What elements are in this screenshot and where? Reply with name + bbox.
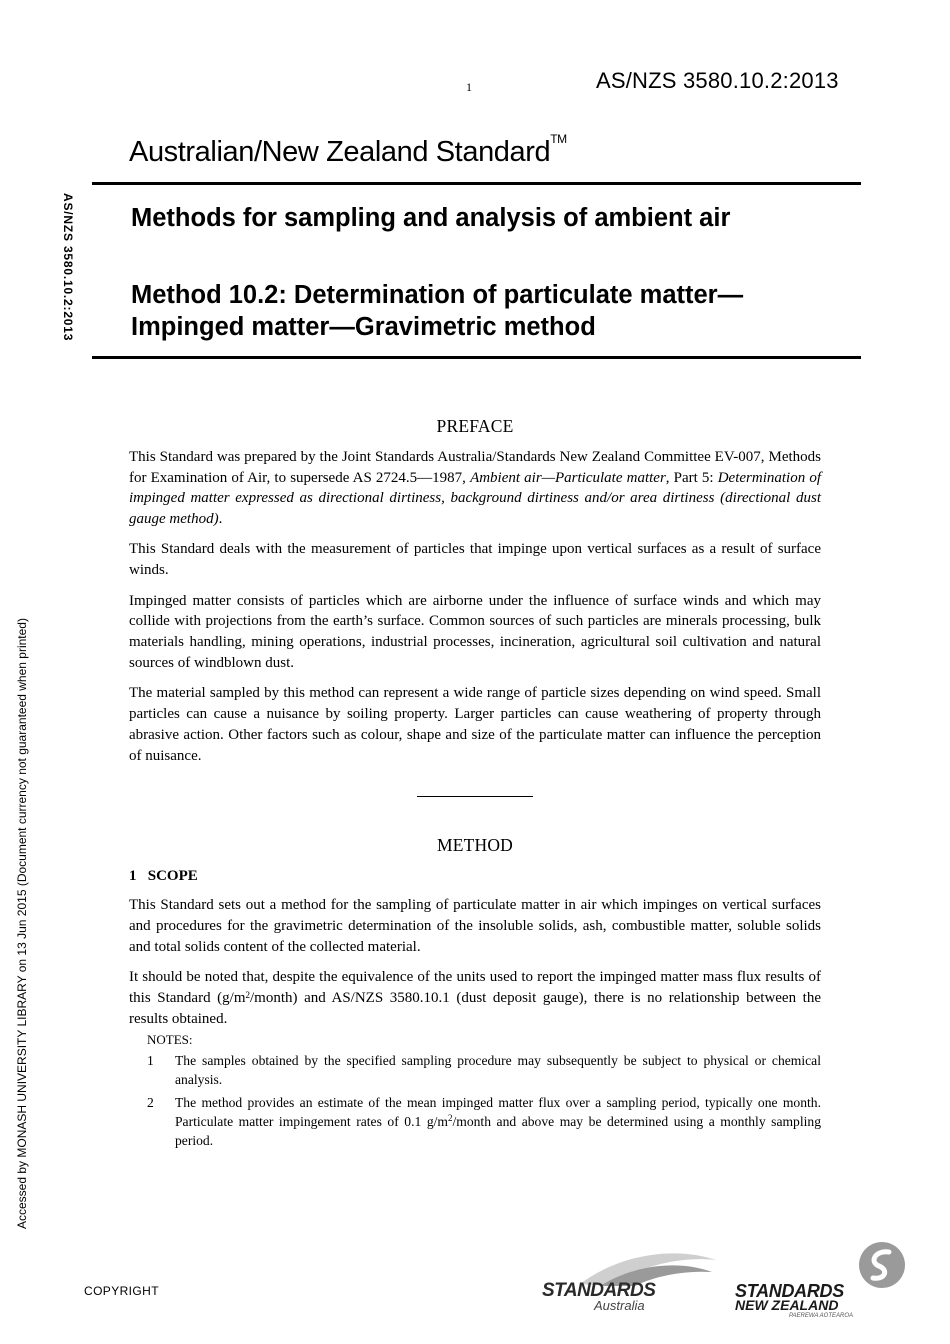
scope-p2-superscript: 2 (245, 989, 250, 1000)
preface-paragraph-1 (129, 447, 821, 530)
note-text (175, 1051, 821, 1089)
title-bottom-rule (92, 356, 861, 359)
standards-australia-subtext: Australia (594, 1298, 645, 1313)
document-title: Methods for sampling and analysis of ambient air (131, 204, 731, 232)
note-2-text: The method provides an estimate of the mean impinged matter flux over a sampling period, typically one month. Particulate matter impingement rates of 0.1 g/m (175, 1095, 821, 1130)
standards-nz-wordmark-line1: STANDARDS (735, 1281, 844, 1301)
section-divider (417, 796, 533, 797)
standards-new-zealand-logo (735, 1240, 910, 1320)
standard-type-text: Australian/New Zealand Standard (129, 136, 551, 168)
scope-p2-text: It should be noted that, despite the equivalence of the units used to report the impinged matter mass flux results of this Standard (g/m (129, 968, 821, 1006)
scope-p2-text-end: /month) and AS/NZS 3580.10.1 (dust deposit gauge), there is no relationship between the results obtained. (129, 989, 822, 1027)
standards-nz-subtext: PAEREWA AOTEAROA (789, 1313, 854, 1319)
standards-australia-wordmark: STANDARDS (542, 1280, 656, 1301)
copyright-label: COPYRIGHT (84, 1284, 159, 1298)
top-rule (92, 182, 861, 185)
note-item (147, 1051, 821, 1089)
spine-standard-code: AS/NZS 3580.10.2:2013 (61, 193, 75, 342)
scope-paragraph-2 (129, 967, 821, 1029)
scope-heading (129, 866, 821, 887)
access-watermark-text: Accessed by MONASH UNIVERSITY LIBRARY on 13 Jun 2015 (Document currency not guaranteed when printed) (15, 618, 29, 1230)
note-1-text: The samples obtained by the specified sampling procedure may subsequently be subject to physical or chemical analysis. (175, 1053, 821, 1088)
page-number: 1 (466, 80, 472, 94)
standards-nz-wordmark-line2: NEW ZEALAND (735, 1297, 839, 1313)
note-text (175, 1093, 821, 1150)
preface-p1-part-title: Determination of impinged matter expressed as directional dirtiness, background dirtiness and/or area dirtiness (directional dust gauge method) (129, 469, 821, 528)
preface-p1-text: This Standard was prepared by the Joint Standards Australia/Standards New Zealand Committee EV-007, Methods for Examination of Air, to supersede AS 2724.5—1987, (129, 448, 821, 486)
scope-title: SCOPE (147, 868, 198, 885)
note-number: 2 (147, 1095, 154, 1111)
scope-number: 1 (129, 868, 137, 885)
preface-p1-cited-title: Ambient air—Particulate matter (470, 469, 666, 486)
notes-title: NOTES: (147, 1032, 193, 1048)
note-2-superscript: 2 (447, 1113, 453, 1124)
standard-code: AS/NZS 3580.10.2:2013 (596, 68, 839, 93)
note-item (147, 1093, 821, 1150)
method-heading: METHOD (436, 835, 514, 856)
standard-type-heading (129, 132, 567, 169)
document-subtitle: Method 10.2: Determination of particulate matter—Impinged matter—Gravimetric method (131, 281, 744, 341)
note-number: 1 (147, 1053, 154, 1069)
preface-heading: PREFACE (436, 416, 514, 436)
access-watermark (15, 596, 29, 1252)
standards-australia-logo (540, 1246, 720, 1316)
preface-paragraph-4: The material sampled by this method can represent a wide range of particle sizes depending on wind speed. Small particles can cause a nuisance by soiling property. Larger particles can cause weathering of property through abrasive action. Other factors such as colour, shape and size of the particulate matter can influence the perception of nuisance. (129, 685, 821, 764)
preface-p1-part: , Part 5: (665, 469, 718, 486)
document-body (129, 416, 821, 1154)
preface-paragraph-2: This Standard deals with the measurement of particles that impinge upon vertical surfaces as a result of surface winds. (129, 541, 821, 579)
scope-paragraph-1: This Standard sets out a method for the sampling of particulate matter in air which impinges on vertical surfaces and procedures for the gravimetric determination of the insoluble solids, ash, combustible matter, soluble solids and total solids content of the collected material. (129, 897, 821, 955)
trademark-mark: TM (550, 132, 567, 146)
preface-p1-end: . (218, 511, 223, 528)
preface-paragraph-3: Impinged matter consists of particles which are airborne under the influence of surface winds and which may collide with projections from the earth’s surface. Common sources of such particles are minerals processing, bulk materials handling, mining operations, industrial processes, incineration, agricultural soil cultivation and natural sources of windblown dust. (129, 592, 821, 671)
note-2-text-end: /month and above may be determined using a monthly sampling period. (175, 1114, 821, 1149)
standards-nz-emblem-icon (857, 1240, 907, 1290)
